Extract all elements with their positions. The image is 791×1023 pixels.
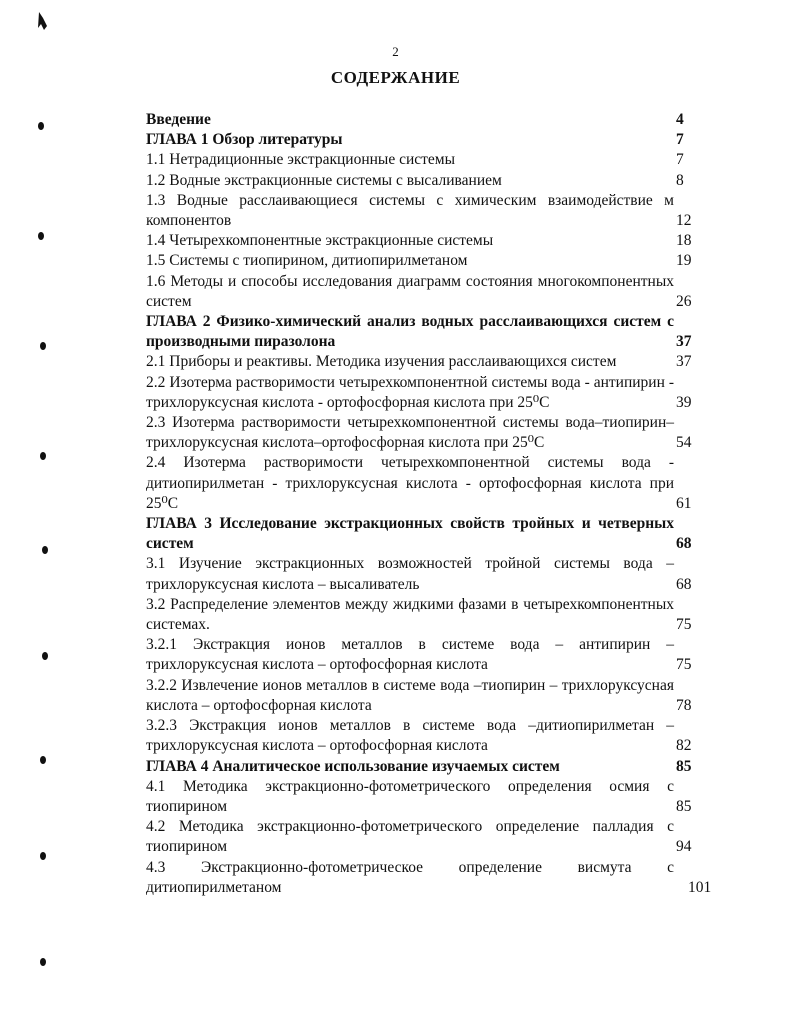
toc-entry-page: 7: [676, 151, 684, 169]
toc-entry[interactable]: [146, 150, 684, 170]
punch-hole-icon: [40, 852, 46, 860]
binding-mark-icon: [36, 10, 50, 32]
toc-entry-page: 94: [676, 838, 692, 856]
punch-hole-icon: [40, 756, 46, 764]
toc-entry[interactable]: [146, 676, 692, 716]
toc-entry-page: 78: [676, 696, 692, 714]
toc-entry[interactable]: [146, 777, 692, 817]
toc-entry-title: 3.2 Распределение элементов между жидкими фазами в четырехкомпонентных системах.: [146, 595, 674, 634]
page-number: 2: [392, 44, 399, 59]
toc-entry[interactable]: [146, 352, 692, 372]
toc-entry-title: ГЛАВА 3 Исследование экстракционных свойств тройных и четверных систем: [146, 515, 674, 553]
page-title: СОДЕРЖАНИЕ: [330, 68, 461, 87]
punch-hole-icon: [42, 546, 48, 554]
toc-entry[interactable]: [146, 130, 684, 150]
toc-entry[interactable]: [146, 858, 712, 898]
toc-entry-title: 2.1 Приборы и реактивы. Методика изучения расслаивающихся систем: [146, 353, 617, 371]
toc-entry-page: 7: [676, 131, 684, 149]
toc-entry-page: 8: [676, 171, 684, 189]
toc-entry-title: 2.2 Изотерма растворимости четырехкомпонентной системы вода - антипирин - трихлоруксусная кислота - ортофосфорная кислота при 25⁰С: [146, 373, 674, 411]
punch-hole-icon: [38, 122, 44, 130]
toc-entry[interactable]: [146, 312, 692, 352]
toc-entry-title: Введение: [146, 111, 211, 128]
toc-entry-title: 3.1 Изучение экстракционных возможностей тройной системы вода – трихлоруксусная кислота – высаливатель: [146, 555, 674, 593]
table-of-contents: [146, 110, 712, 898]
toc-entry-page: 68: [676, 535, 692, 553]
punch-hole-icon: [40, 452, 46, 460]
toc-entry-page: 75: [676, 616, 692, 634]
toc-entry[interactable]: [146, 110, 684, 130]
toc-entry-page: 85: [676, 797, 692, 815]
toc-entry-page: 37: [676, 353, 692, 371]
toc-entry-page: 101: [688, 878, 712, 896]
toc-entry[interactable]: [146, 716, 692, 756]
toc-entry-title: ГЛАВА 2 Физико-химический анализ водных расслаивающихся систем с производными пиразолона: [146, 313, 674, 351]
toc-entry-page: 19: [676, 252, 692, 270]
toc-entry-page: 39: [676, 393, 692, 411]
toc-entry[interactable]: [146, 635, 692, 675]
toc-entry[interactable]: [146, 757, 692, 777]
toc-entry-page: 18: [676, 232, 692, 250]
toc-entry[interactable]: [146, 453, 692, 514]
toc-entry-title: 1.6 Методы и способы исследования диаграмм состояния многокомпонентных систем: [146, 272, 674, 310]
toc-entry-page: 4: [676, 111, 684, 128]
toc-entry[interactable]: [146, 191, 692, 231]
toc-entry-page: 85: [676, 757, 692, 775]
toc-entry[interactable]: [146, 251, 692, 271]
toc-entry-title: 3.2.1 Экстракция ионов металлов в системе вода – антипирин – трихлоруксусная кислота – ортофосфорная кислота: [146, 636, 674, 674]
toc-entry-title: 1.4 Четырехкомпонентные экстракционные системы: [146, 232, 494, 250]
punch-hole-icon: [42, 652, 48, 660]
toc-entry-title: 4.2 Методика экстракционно-фотометрического определение палладия с тиопирином: [146, 818, 674, 856]
toc-entry-page: 68: [676, 575, 692, 593]
toc-entry[interactable]: [146, 514, 692, 554]
toc-entry-title: 2.4 Изотерма растворимости четырехкомпонентной системы вода - дитиопирилметан - трихлоруксусная кислота - ортофосфорная кислота при 25⁰С: [146, 454, 674, 512]
toc-entry-title: ГЛАВА 1 Обзор литературы: [146, 131, 343, 149]
toc-entry-title: 1.3 Водные расслаивающиеся системы с химическим взаимодействие м компонентов: [146, 191, 674, 230]
punch-hole-icon: [40, 958, 46, 966]
punch-hole-icon: [38, 232, 44, 240]
toc-entry-title: 3.2.3 Экстракция ионов металлов в системе вода –дитиопирилметан – трихлоруксусная кислота – ортофосфорная кислота: [146, 717, 674, 755]
toc-entry-title: 4.3 Экстракционно-фотометрическое определение висмута с дитиопирилметаном: [146, 858, 674, 896]
toc-entry-title: ГЛАВА 4 Аналитическое использование изучаемых систем: [146, 757, 560, 775]
toc-entry[interactable]: [146, 413, 692, 453]
toc-entry-page: 26: [676, 292, 692, 310]
toc-entry-page: 61: [676, 494, 692, 512]
toc-entry[interactable]: [146, 171, 684, 191]
toc-entry-page: 54: [676, 434, 692, 452]
toc-entry[interactable]: [146, 554, 692, 594]
toc-entry[interactable]: [146, 817, 692, 857]
toc-entry-title: 2.3 Изотерма растворимости четырехкомпонентной системы вода–тиопирин–трихлоруксусная кислота–ортофосфорная кислота при 25⁰С: [146, 414, 674, 452]
toc-entry-page: 82: [676, 737, 692, 755]
toc-entry-page: 75: [676, 656, 692, 674]
toc-entry[interactable]: [146, 231, 692, 251]
toc-entry-title: 4.1 Методика экстракционно-фотометрического определения осмия с тиопирином: [146, 777, 674, 815]
toc-entry-title: 1.1 Нетрадиционные экстракционные системы: [146, 151, 456, 169]
punch-hole-icon: [40, 342, 46, 350]
toc-entry[interactable]: [146, 595, 692, 635]
toc-entry-page: 37: [676, 333, 692, 351]
toc-entry[interactable]: [146, 373, 692, 413]
toc-entry-title: 1.5 Системы с тиопирином, дитиопирилметаном: [146, 252, 468, 270]
toc-entry-title: 3.2.2 Извлечение ионов металлов в системе вода –тиопирин – трихлоруксусная кислота – ортофосфорная кислота: [146, 676, 674, 714]
toc-entry-title: 1.2 Водные экстракционные системы с высаливанием: [146, 171, 502, 189]
toc-entry-page: 12: [676, 212, 692, 230]
toc-entry[interactable]: [146, 272, 692, 312]
